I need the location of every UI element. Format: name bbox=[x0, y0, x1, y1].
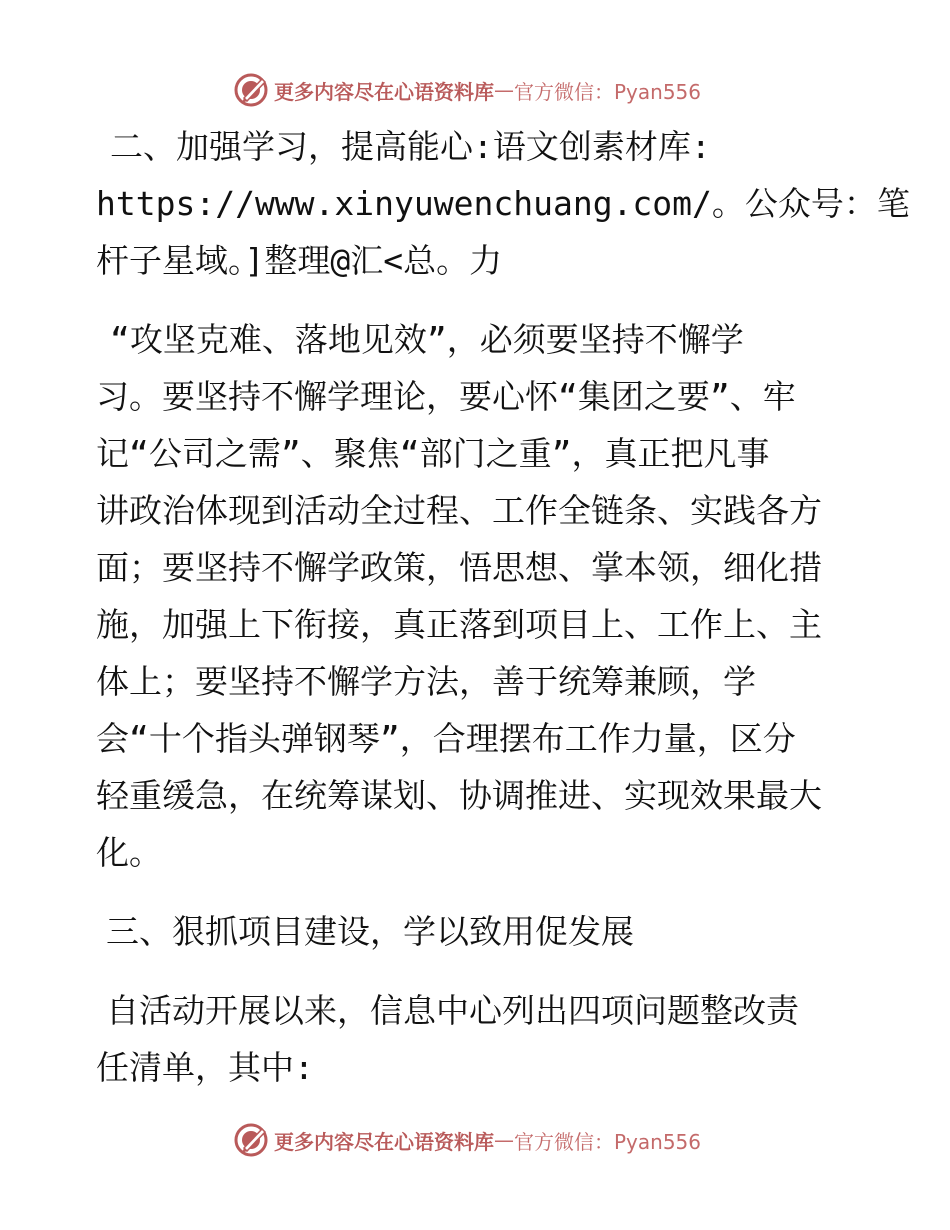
paragraph-line: 轻重缓急，在统筹谋划、协调推进、实现效果最大 bbox=[96, 776, 822, 815]
banner-wechat-text: 官方微信：Pyan556 bbox=[514, 79, 702, 104]
paragraph-line: 会“十个指头弹钢琴”，合理摆布工作力量，区分 bbox=[96, 719, 796, 758]
section-2-line: https://www.xinyuwenchuang.com/。公众号：笔 bbox=[96, 184, 910, 223]
section-2-line: 杆子星域。]整理@汇<总。力 bbox=[96, 241, 503, 280]
paragraph-line: 面；要坚持不懈学政策，悟思想、掌本领，细化措 bbox=[96, 548, 822, 587]
paragraph-line: 体上；要坚持不懈学方法，善于统筹兼顾，学 bbox=[96, 662, 756, 701]
section-3-heading: 三、狠抓项目建设，学以致用促发展 bbox=[106, 912, 634, 951]
pen-logo-icon bbox=[232, 1121, 270, 1159]
banner-dash: — bbox=[494, 78, 514, 102]
pen-logo-icon bbox=[232, 71, 270, 109]
section-3 bbox=[96, 903, 856, 1096]
header-banner bbox=[232, 70, 701, 110]
footer-banner bbox=[232, 1120, 701, 1160]
banner-dash: — bbox=[494, 1128, 514, 1152]
paragraph-1 bbox=[96, 311, 856, 881]
document-body bbox=[96, 118, 910, 1096]
banner-wechat-text: 官方微信：Pyan556 bbox=[514, 1129, 702, 1154]
section-3-line: 任清单，其中: bbox=[96, 1048, 314, 1087]
paragraph-line: 施，加强上下衔接，真正落到项目上、工作上、主 bbox=[96, 605, 822, 644]
section-3-line: 自活动开展以来，信息中心列出四项问题整改责 bbox=[106, 991, 799, 1030]
paragraph-line: 习。要坚持不懈学理论，要心怀“集团之要”、牢 bbox=[96, 377, 796, 416]
paragraph-line: 讲政治体现到活动全过程、工作全链条、实践各方 bbox=[96, 491, 822, 530]
paragraph-line: “攻坚克难、落地见效”，必须要坚持不懈学 bbox=[110, 320, 744, 359]
section-2 bbox=[96, 118, 910, 289]
section-2-line: 二、加强学习，提高能心:语文创素材库: bbox=[110, 127, 711, 166]
banner-brand-text: 更多内容尽在心语资料库 bbox=[274, 79, 494, 104]
paragraph-line: 记“公司之需”、聚焦“部门之重”，真正把凡事 bbox=[96, 434, 770, 473]
banner-brand-text: 更多内容尽在心语资料库 bbox=[274, 1129, 494, 1154]
paragraph-line: 化。 bbox=[96, 833, 162, 872]
